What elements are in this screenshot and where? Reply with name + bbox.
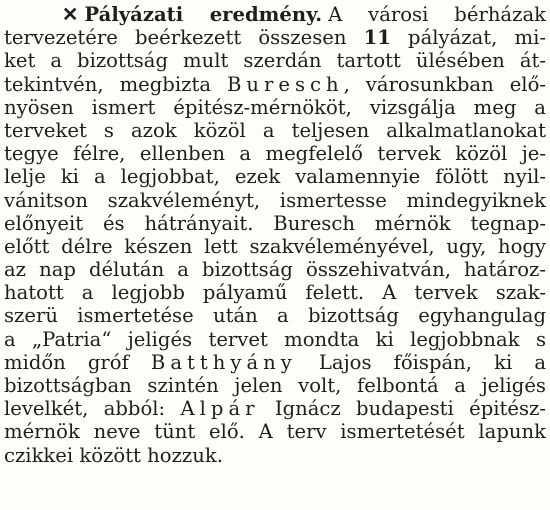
article-line xyxy=(4,3,546,26)
article-line xyxy=(4,444,546,467)
article-line xyxy=(4,26,546,49)
line-text: Ignácz budapesti épitész- xyxy=(259,397,546,421)
line-text: , városunkban elő- xyxy=(343,72,546,96)
line-text: a „Patria“ jeligés tervet mondta ki legjobbnak s xyxy=(4,327,546,351)
line-text: előnyeit és hátrányait. Buresch mérnök tegnap- xyxy=(4,211,546,235)
article-line xyxy=(4,420,546,443)
article-line xyxy=(4,119,546,142)
line-text: szerü ismertetése után a bizottság egyhangulag xyxy=(4,304,546,328)
article-line xyxy=(4,397,546,420)
article-line xyxy=(4,351,546,374)
article-line xyxy=(4,49,546,72)
article-line xyxy=(4,96,546,119)
line-text: A városi bérházak xyxy=(328,3,546,26)
line-text: Lajos főispán, ki a xyxy=(296,350,546,374)
line-text: levelkét, abból: xyxy=(4,397,181,421)
line-text: tervezetére beérkezett összesen xyxy=(4,26,364,50)
article-column xyxy=(4,3,546,467)
spaced-name: Buresch xyxy=(226,72,344,96)
article-line xyxy=(4,189,546,212)
article-line xyxy=(4,328,546,351)
article-headline: Pályázati eredmény. xyxy=(84,3,323,26)
article-line xyxy=(4,73,546,96)
line-text: ket a bizottság mult szerdán tartott ülésében át- xyxy=(4,49,546,73)
line-text: terveket s azok közöl a teljesen alkalmatlanokat xyxy=(4,118,546,142)
line-text: pályázat, mi- xyxy=(390,26,546,50)
line-text: lelje ki a legjobbat, ezek valamennyie fölött nyil- xyxy=(4,165,546,189)
line-text: tekintvén, megbizta xyxy=(4,72,227,96)
line-text: hatott a legjobb pályamű felett. A tervek szak- xyxy=(4,281,546,305)
article-line xyxy=(4,258,546,281)
bold-number: 11 xyxy=(363,26,391,50)
line-text: mérnök neve tünt elő. A terv ismertetését lapunk xyxy=(4,420,546,444)
line-text: midőn gróf xyxy=(4,350,151,374)
line-text: az nap délután a bizottság összehivatván, határoz- xyxy=(4,258,546,282)
article-line xyxy=(4,235,546,258)
line-text: nyösen ismert épitész-mérnököt, vizsgálja meg a xyxy=(4,95,546,119)
article-line xyxy=(4,165,546,188)
article-line xyxy=(4,374,546,397)
line-text: czikkei között hozzuk. xyxy=(4,443,223,467)
line-text: tegye félre, ellenben a megfelelő tervek közöl je- xyxy=(4,142,546,166)
spaced-name: Batthyány xyxy=(150,350,297,374)
line-text: vánitson szakvéleményt, ismertesse mindegyiknek xyxy=(4,188,546,212)
article-line xyxy=(4,281,546,304)
line-text: bizottságban szintén jelen volt, felbontá a jeligés xyxy=(4,374,546,397)
spaced-name: Alpár xyxy=(180,397,260,421)
article-line xyxy=(4,212,546,235)
article-line xyxy=(4,304,546,327)
line-text: előtt délre készen lett szakvéleményével, ugy, hogy xyxy=(4,234,546,258)
section-marker-icon: ✕ xyxy=(62,3,79,26)
article-line xyxy=(4,142,546,165)
